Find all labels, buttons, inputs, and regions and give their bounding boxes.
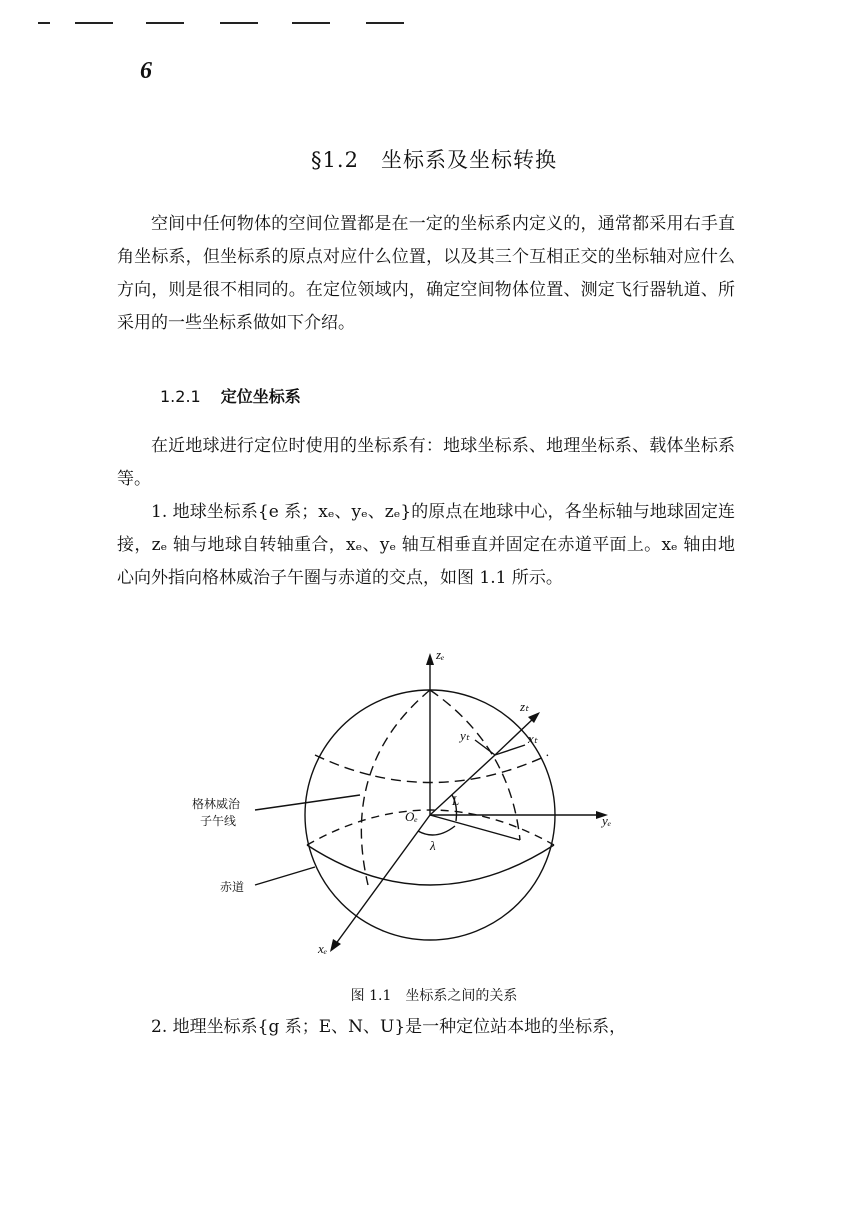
- station-radius: [430, 755, 495, 815]
- header-rule: [366, 22, 404, 24]
- intro-paragraph: [117, 208, 735, 340]
- section-title: §1.2 坐标系及坐标转换: [311, 148, 557, 172]
- page-number: 6: [140, 58, 152, 84]
- greenwich-leader: [255, 795, 360, 810]
- latitude-angle-label: L: [452, 793, 460, 808]
- greenwich-label-line2: 子午线: [200, 814, 237, 828]
- header-rule: [220, 22, 258, 24]
- subsection-number: 1.2.1: [160, 387, 201, 406]
- header-rule: [38, 22, 50, 24]
- subsection-heading: [160, 384, 301, 407]
- ye-label: yₑ: [602, 813, 612, 828]
- header-rule: [75, 22, 113, 24]
- xt-label: xₜ: [528, 731, 538, 746]
- coordinate-systems-figure: [190, 645, 640, 965]
- equator-label: 赤道: [220, 880, 245, 894]
- intro-paragraph-text: 空间中任何物体的空间位置都是在一定的坐标系内定义的，通常都采用右手直角坐标系，但坐标系的原点对应什么位置，以及其三个互相正交的坐标轴对应什么方向，则是很不相同的。在定位领域内，确定空间物体位置、测定飞行器轨道、所采用的一些坐标系做如下介绍。: [117, 214, 735, 333]
- yt-axis: [475, 740, 495, 755]
- yt-label: yₜ: [460, 728, 470, 743]
- lambda-arc: [418, 826, 455, 835]
- header-rule: [146, 22, 184, 24]
- systems-paragraph: [117, 430, 735, 496]
- geo-frame-paragraph: [117, 1011, 735, 1044]
- origin-label: Oₑ: [405, 809, 418, 824]
- subsection-title: 定位坐标系: [220, 387, 301, 406]
- lambda-label: λ: [430, 838, 436, 853]
- systems-paragraph-text: 在近地球进行定位时使用的坐标系有：地球坐标系、地理坐标系、载体坐标系等。: [117, 436, 735, 489]
- xe-label: xₑ: [318, 941, 328, 956]
- greenwich-meridian: [361, 690, 430, 885]
- geo-frame-paragraph-text: 2. 地理坐标系{g 系；E、N、U}是一种定位站本地的坐标系，: [151, 1017, 627, 1037]
- header-rule: [292, 22, 330, 24]
- local-meridian: [430, 690, 520, 840]
- zt-label: zₜ: [520, 699, 529, 714]
- figure-caption: 图 1.1 坐标系之间的关系: [350, 988, 518, 1004]
- latitude-arc: [315, 755, 548, 783]
- xe-axis: [335, 815, 430, 945]
- earth-frame-paragraph: [117, 496, 735, 595]
- equator-leader: [255, 867, 315, 885]
- ze-label: zₑ: [436, 647, 445, 662]
- ze-arrowhead: [426, 653, 434, 665]
- xe-arrowhead: [330, 939, 341, 952]
- earth-frame-paragraph-text: 1. 地球坐标系{e 系；xₑ、yₑ、zₑ}的原点在地球中心，各坐标轴与地球固定连接，zₑ 轴与地球自转轴重合，xₑ、yₑ 轴互相垂直并固定在赤道平面上。xₑ 轴由地心向外指向格林威治子午圈与赤道的交点，如图 1.1 所示。: [117, 502, 735, 588]
- radius-projection: [430, 815, 520, 840]
- greenwich-label-line1: 格林威治: [192, 797, 241, 811]
